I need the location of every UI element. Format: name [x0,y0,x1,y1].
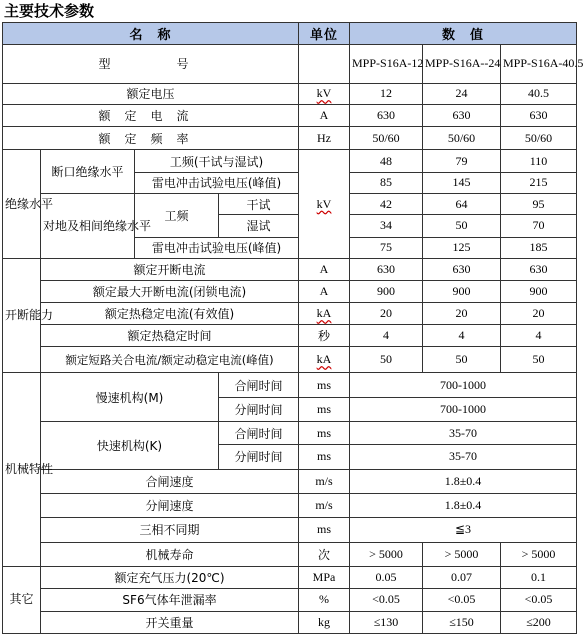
model-40-5: MPP-S16A-40.5 [501,45,577,84]
table-cell: ≤130 [350,611,423,633]
rated-voltage-unit: kV [299,83,350,104]
table-cell: 0.07 [423,566,501,588]
table-cell: 630 [423,104,501,126]
table-cell: 700-1000 [350,397,577,421]
other-section-label: 其它 [3,566,41,633]
header-name: 名 称 [3,23,299,45]
table-row [3,422,577,445]
table-cell: SF6气体年泄漏率 [41,589,299,611]
table-cell: ms [299,397,350,421]
table-cell: 4 [501,324,577,346]
table-cell: 4 [423,324,501,346]
rated-current-label: 额定电流 [3,104,299,126]
table-cell: 110 [501,150,577,172]
model-unit-cell [299,45,350,84]
table-cell: 次 [299,542,350,566]
table-row [3,303,577,324]
table-cell: 630 [350,258,423,280]
model-12: MPP-S16A-12 [350,45,423,84]
table-cell: 50/60 [501,127,577,150]
table-row [3,193,577,214]
table-cell: 75 [350,237,423,258]
table-cell: 50/60 [423,127,501,150]
table-cell: 34 [350,215,423,237]
table-cell: 分闸速度 [41,493,299,517]
table-cell: > 5000 [350,542,423,566]
header-unit: 单位 [299,23,350,45]
table-cell: 1.8±0.4 [350,493,577,517]
rated-voltage-label: 额定电压 [3,83,299,104]
table-cell: 额定热稳定电流(有效值) [41,303,299,324]
table-cell: 秒 [299,324,350,346]
table-cell: 185 [501,237,577,258]
table-cell: ≤200 [501,611,577,633]
table-cell: ms [299,422,350,445]
table-cell: MPa [299,566,350,588]
table-cell: % [299,589,350,611]
table-cell: 900 [501,281,577,303]
table-cell: A [299,281,350,303]
table-row [3,83,577,104]
table-cell: 630 [423,258,501,280]
table-cell: kg [299,611,350,633]
table-cell: 分闸时间 [219,397,299,421]
table-cell: 64 [423,193,501,214]
table-cell: 95 [501,193,577,214]
table-cell: 145 [423,172,501,193]
model-row [3,45,577,84]
table-cell: 分闸时间 [219,445,299,469]
table-cell: ≤150 [423,611,501,633]
table-cell: 79 [423,150,501,172]
tech-spec-table [2,22,583,634]
table-cell: 开关重量 [41,611,299,633]
table-row [3,493,577,517]
rated-frequency-label: 额定频率 [3,127,299,150]
table-cell: 630 [350,104,423,126]
table-cell: > 5000 [423,542,501,566]
freq-label: 工频 [135,193,219,237]
table-cell: 三相不同期 [41,518,299,542]
table-cell: 0.1 [501,566,577,588]
insulation-unit: kV [299,150,350,258]
fast-mechanism-label: 快速机构(K) [41,422,219,470]
table-cell: 额定充气压力(20℃) [41,566,299,588]
header-row [3,23,577,45]
table-row [3,281,577,303]
table-cell: 24 [423,83,501,104]
model-label: 型 号 [3,45,299,84]
table-cell: <0.05 [423,589,501,611]
table-cell: 900 [423,281,501,303]
table-cell: 215 [501,172,577,193]
table-cell: A [299,258,350,280]
table-row [3,566,577,588]
table-cell: 12 [350,83,423,104]
table-cell: 630 [501,258,577,280]
table-cell: 干试 [219,193,299,214]
table-cell: <0.05 [350,589,423,611]
table-cell: ms [299,518,350,542]
table-cell: 70 [501,215,577,237]
ground-insulation-label: 对地及相间绝缘水平 [41,193,135,258]
table-cell: 85 [350,172,423,193]
table-row [3,518,577,542]
table-cell: Hz [299,127,350,150]
table-row [3,127,577,150]
slow-mechanism-label: 慢速机构(M) [41,373,219,422]
break-insulation-label: 断口绝缘水平 [41,150,135,194]
table-cell: 1.8±0.4 [350,469,577,493]
table-cell: ms [299,445,350,469]
table-cell: 50 [423,347,501,373]
table-row [3,258,577,280]
table-cell: 48 [350,150,423,172]
table-cell: 50/60 [350,127,423,150]
table-cell: 额定开断电流 [41,258,299,280]
table-cell: m/s [299,469,350,493]
table-row [3,324,577,346]
table-cell: 合闸时间 [219,422,299,445]
table-cell: 20 [350,303,423,324]
table-row [3,373,577,397]
table-cell: 雷电冲击试验电压(峰值) [135,237,299,258]
table-cell: 700-1000 [350,373,577,397]
model-24: MPP-S16A--24 [423,45,501,84]
table-row [3,542,577,566]
table-cell: 0.05 [350,566,423,588]
table-cell: 工频(干试与湿试) [135,150,299,172]
table-cell: 40.5 [501,83,577,104]
table-cell: 50 [350,347,423,373]
table-row [3,150,577,172]
table-cell: 900 [350,281,423,303]
table-cell: 4 [350,324,423,346]
table-cell: 额定最大开断电流(闭锁电流) [41,281,299,303]
table-cell: 机械寿命 [41,542,299,566]
table-cell: 20 [423,303,501,324]
insulation-section-label: 绝缘水平 [3,150,41,258]
table-cell: kA [299,303,350,324]
table-row [3,611,577,633]
table-cell: 额定短路关合电流/额定动稳定电流(峰值) [41,347,299,373]
table-cell: 35-70 [350,445,577,469]
page-title: 主要技术参数 [4,2,95,20]
table-cell: 50 [501,347,577,373]
table-cell: ms [299,373,350,397]
table-row [3,469,577,493]
table-row [3,347,577,373]
table-cell: 125 [423,237,501,258]
table-row [3,104,577,126]
table-cell: 630 [501,104,577,126]
table-cell: 50 [423,215,501,237]
table-cell: 合闸时间 [219,373,299,397]
table-cell: 湿试 [219,215,299,237]
table-cell: > 5000 [501,542,577,566]
breaking-section-label: 开断能力 [3,258,41,373]
table-cell: m/s [299,493,350,517]
table-cell: kA [299,347,350,373]
table-cell: ≦3 [350,518,577,542]
table-cell: 合闸速度 [41,469,299,493]
table-cell: 35-70 [350,422,577,445]
header-value: 数 值 [350,23,577,45]
table-cell: 雷电冲击试验电压(峰值) [135,172,299,193]
table-row [3,589,577,611]
mechanical-section-label: 机械特性 [3,373,41,567]
table-cell: 20 [501,303,577,324]
table-cell: 42 [350,193,423,214]
table-cell: 额定热稳定时间 [41,324,299,346]
table-cell: A [299,104,350,126]
table-cell: <0.05 [501,589,577,611]
